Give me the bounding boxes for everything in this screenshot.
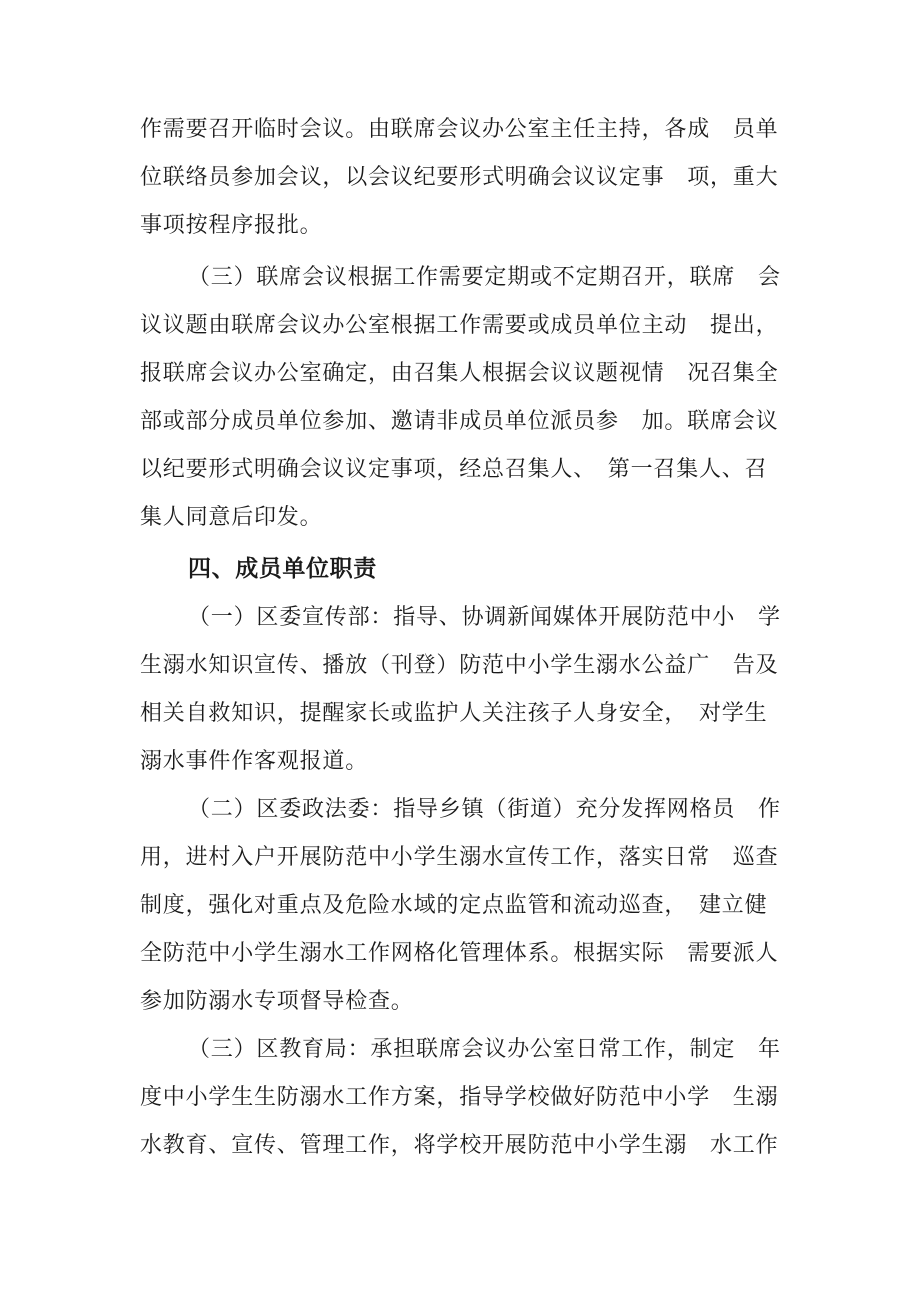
paragraph-line: 全防范中小学生溺水工作网格化管理体系。根据实际 需要派人 (140, 941, 779, 966)
paragraph-line: 集人同意后印发。 (140, 505, 323, 530)
paragraph-line: 议议题由联席会议办公室根据工作需要或成员单位主动 提出， (140, 313, 779, 338)
paragraph-line: 作需要召开临时会议。由联席会议办公室主任主持，各成 员单 (140, 117, 779, 142)
paragraph-line: 参加防溺水专项督导检查。 (140, 989, 414, 1014)
paragraph-line: 水教育、宣传、管理工作，将学校开展防范中小学生溺 水工作 (140, 1133, 779, 1158)
paragraph-line: 位联络员参加会议，以会议纪要形式明确会议议定事 项，重大 (140, 165, 779, 190)
paragraph-line: 报联席会议办公室确定，由召集人根据会议议题视情 况召集全 (140, 361, 779, 386)
paragraph-line: 事项按程序报批。 (140, 213, 323, 238)
paragraph-line: 以纪要形式明确会议议定事项，经总召集人、 第一召集人、召 (140, 457, 768, 482)
paragraph-line: 制度，强化对重点及危险水域的定点监管和流动巡查， 建立健 (140, 893, 768, 918)
paragraph-line: 部或部分成员单位参加、邀请非成员单位派员参 加。联席会议 (140, 409, 779, 434)
paragraph-line: （二）区委政法委：指导乡镇（街道）充分发挥网格员 作 (188, 797, 781, 822)
paragraph-line: 相关自救知识，提醒家长或监护人关注孩子人身安全， 对学生 (140, 701, 768, 726)
paragraph-line: 溺水事件作客观报道。 (140, 749, 369, 774)
paragraph-line: （三）区教育局：承担联席会议办公室日常工作，制定 年 (188, 1037, 781, 1062)
paragraph-line: 度中小学生生防溺水工作方案，指导学校做好防范中小学 生溺 (140, 1085, 779, 1110)
section-heading: 四、成员单位职责 (188, 556, 377, 582)
paragraph-line: （一）区委宣传部：指导、协调新闻媒体开展防范中小 学 (188, 605, 781, 630)
paragraph-line: 生溺水知识宣传、播放（刊登）防范中小学生溺水公益广 告及 (140, 653, 779, 678)
paragraph-line: （三）联席会议根据工作需要定期或不定期召开，联席 会 (188, 265, 781, 290)
paragraph-line: 用，进村入户开展防范中小学生溺水宣传工作，落实日常 巡查 (140, 845, 779, 870)
